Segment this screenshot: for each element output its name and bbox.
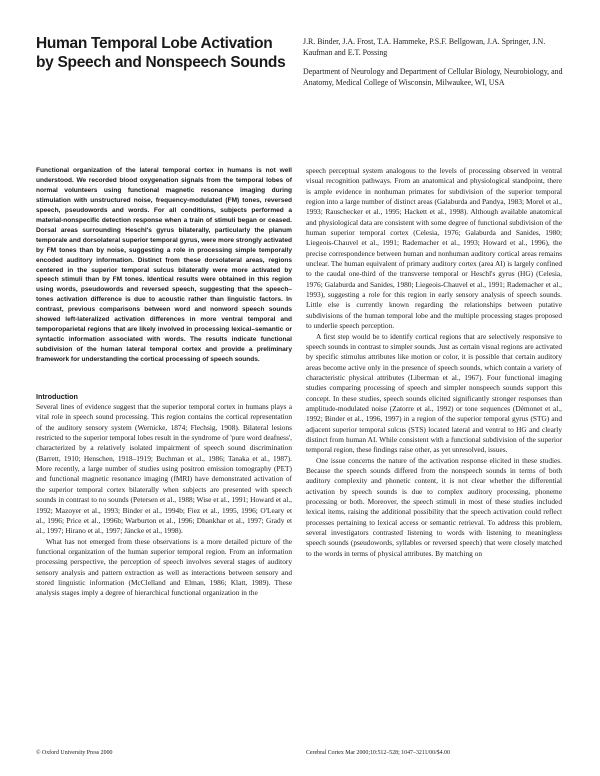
- abstract-text: Functional organization of the lateral temporal cortex in humans is not well understood. We recorded blood oxygenation signals from the temporal lobes of normal volunteers using functional magnetic resonance imaging during stimulation with unstructured noise, frequency-modulated (FM) tones, reversed speech, pseudowords and words. For all conditions, subjects performed a material-nonspecific detection response when a train of stimuli began or ceased. Dorsal areas surrounding Heschl's gyrus bilaterally, particularly the planum temporale and dorsolateral superior temporal gyrus, were more strongly activated by FM tones than by noise, suggesting a role in processing simple temporally encoded auditory information. Distinct from these dorsolateral areas, regions centered in the superior temporal sulcus bilaterally were more activated by speech stimuli than by FM tones. Identical results were obtained in this region using words, pseudowords and reversed speech, suggesting that the speech–tones activation difference is due to acoustic rather than linguistic factors. In contrast, previous comparisons between word and nonword speech sounds showed left-lateralized activation differences in more ventral temporal and temporoparietal regions that are likely involved in processing lexical–semantic or syntactic information associated with words. The results indicate functional subdivision of the human lateral temporal cortex and provide a preliminary framework for understanding the cortical processing of speech sounds.: [36, 167, 292, 364]
- body-paragraph-2: A first step would be to identify cortical regions that are selectively responsive to speech sounds in contrast to simpler sounds. Just as certain visual regions are activated by specific stimulus attributes like motion or color, it is possible that certain auditory areas become active only in the presence of speech sounds, which contain a variety of characteristic physical attributes (Liberman et al., 1967). Four functional imaging studies comparing processing of speech and simpler nonspeech sounds support this concept. In these studies, speech sounds elicited significantly stronger responses than amplitude-modulated noise (Zatorre et al., 1992) or tone sequences (Démonet et al., 1992; Binder et al., 1996, 1997) in a region of the superior temporal gyrus (STG) and adjacent superior temporal sulcus (STS) located lateral and ventral to HG and clearly distinct from human AI. While consistent with a functional subdivision of the superior temporal region, these findings raise other, as yet unresolved, issues.: [306, 331, 562, 455]
- body-paragraph-1: speech perceptual system analogous to the levels of processing observed in ventral visual recognition pathways. From an anatomical and physiological standpoint, there is ample evidence in nonhuman primates for subdivision of the superior temporal region into a large number of distinct areas (Galaburda and Pandya, 1983; Morel et al., 1993; Rauschecker et al., 1995; Hackett et al., 1998). Although available anatomical and physiological data are consistent with some degree of functional subdivision of the human superior temporal cortex (Celesia, 1976; Galaburda and Sanides, 1980; Liegeois-Chauvel et al., 1991; Rademacher et al., 1993; Howard et al., 1996), the precise correspondence between human and nonhuman auditory cortical areas remains unclear. The human equivalent of primary auditory cortex (area AI) is largely confined to the caudal one-third of the transverse temporal or Heschl's gyrus (HG) (Celesia, 1976; Galaburda and Sanides, 1980; Liegeois-Chauvel et al., 1991; Rademacher et al., 1993), suggesting a role for this region in early sensory analysis of speech sounds. Little else is currently known regarding the relationships between putative subdivisions of the human temporal lobe and the multiple processing stages proposed to underlie speech perception.: [306, 166, 562, 331]
- left-column: [36, 166, 292, 599]
- body-paragraph-3: One issue concerns the nature of the activation response elicited in these studies. Because the speech sounds differed from the nonspeech sounds in terms of both auditory complexity and phonetic content, it is not clear whether the differential activation by speech sounds is due to complex auditory processing, phoneme processing or both. Moreover, the speech stimuli in most of these studies included lexical items, raising the additional possibility that the speech activation could reflect processes pertaining to lexical access or semantic retrieval. To address this problem, several investigators contrasted listening to words with listening to meaningless speech sounds (pseudowords, syllables or reversed speech) that were closely matched to the words in terms of physical attributes. By matching on: [306, 455, 562, 558]
- author-list: J.R. Binder, J.A. Frost, T.A. Hammeke, P.S.F. Bellgowan, J.A. Springer, J.N. Kaufman and E.T. Possing: [303, 37, 546, 57]
- journal-citation-footer: Cerebral Cortex Mar 2000;10:512–528; 1047–3211/00/$4.00: [306, 750, 450, 756]
- intro-paragraph-1: Several lines of evidence suggest that the superior temporal cortex in humans plays a vital role in speech sound processing. This region contains the cortical representation of the auditory sensory system (Wernicke, 1874; Flechsig, 1908). Bilateral lesions restricted to the superior temporal lobes result in the syndrome of 'pure word deafness', characterized by a relatively isolated impairment of speech sound discrimination (Barrett, 1910; Henschen, 1918–1919; Buchman et al., 1986; Tanaka et al., 1987). More recently, a large number of studies using positron emission tomography (PET) and functional magnetic resonance imaging (fMRI) have demonstrated activation of the superior temporal cortex bilaterally when subjects are presented with speech sounds in contrast to no sounds (Petersen et al., 1988; Wise et al., 1991; Howard et al., 1992; Mazoyer et al., 1993; Binder et al., 1994b; Fiez et al., 1995, 1996; O'Leary et al., 1996; Price et al., 1996b; Warburton et al., 1996; Dhankhar et al., 1997; Grady et al., 1997; Hirano et al., 1997; Jäncke et al., 1998).: [36, 402, 292, 536]
- copyright-footer: © Oxford University Press 2000: [36, 750, 113, 756]
- intro-paragraph-2: What has not emerged from these observations is a more detailed picture of the functional organization of the human superior temporal region. From an information processing perspective, the perception of speech involves several stages of auditory sensory analysis and pattern extraction as well as interactions between sensory and stored linguistic information (McClelland and Elman, 1986; Klatt, 1989). These analysis stages imply a degree of hierarchical functional organization in the: [36, 536, 292, 598]
- author-affiliation: Department of Neurology and Department of Cellular Biology, Neurobiology, and Anatomy, Medical College of Wisconsin, Milwaukee, WI, USA: [303, 67, 563, 87]
- paper-title: Human Temporal Lobe Activation by Speech and Nonspeech Sounds: [36, 35, 286, 71]
- right-column: [306, 166, 562, 559]
- section-heading-introduction: Introduction: [36, 392, 78, 402]
